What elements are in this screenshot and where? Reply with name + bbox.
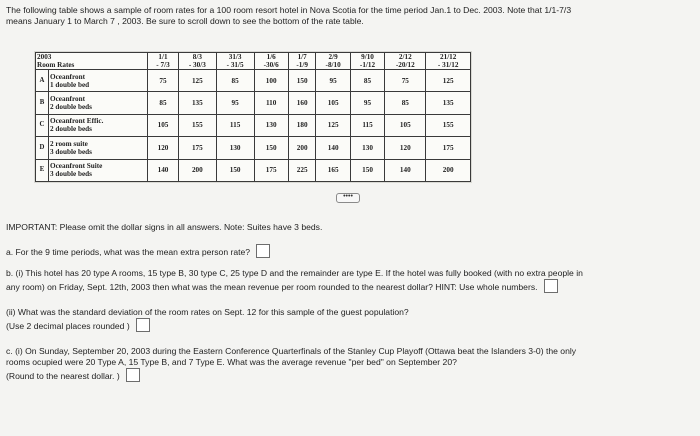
room-code: B (36, 92, 49, 114)
rate-cell: 75 (385, 70, 426, 92)
room-type: Oceanfront Suite 3 double beds (49, 159, 148, 181)
rate-cell: 85 (350, 70, 384, 92)
period-header: 1/6 -30/6 (254, 53, 288, 70)
rate-cell: 150 (216, 159, 254, 181)
rate-cell: 200 (288, 137, 316, 159)
period-header: 31/3 - 31/5 (216, 53, 254, 70)
table-row (36, 114, 471, 136)
rate-cell: 130 (216, 137, 254, 159)
table-row (36, 159, 471, 181)
question-a (6, 244, 696, 258)
period-header: 2/9 -8/10 (316, 53, 350, 70)
rate-cell: 120 (148, 137, 179, 159)
room-rates-label: Room Rates (37, 61, 75, 69)
rate-cell: 150 (254, 137, 288, 159)
period-header: 21/12 - 31/12 (426, 53, 471, 70)
question-b-ii-line-1: (ii) What was the standard deviation of the room rates on Sept. 12 for this sample of the guest population? (6, 307, 409, 317)
rate-cell: 140 (385, 159, 426, 181)
rate-cell: 175 (178, 137, 216, 159)
rate-table-image (35, 52, 471, 182)
table-corner-header (36, 53, 148, 70)
period-header: 2/12 -20/12 (385, 53, 426, 70)
room-type: Oceanfront Effic. 2 double beds (49, 114, 148, 136)
rate-cell: 105 (316, 92, 350, 114)
room-code: C (36, 114, 49, 136)
rate-cell: 225 (288, 159, 316, 181)
rate-cell: 115 (216, 114, 254, 136)
rate-cell: 140 (148, 159, 179, 181)
question-a-text: a. For the 9 time periods, what was the mean extra person rate? (6, 247, 251, 257)
rate-cell: 180 (288, 114, 316, 136)
rate-cell: 130 (350, 137, 384, 159)
room-type: Oceanfront 1 double bed (49, 70, 148, 92)
room-code: E (36, 159, 49, 181)
problem-intro (6, 5, 694, 27)
rate-cell: 85 (148, 92, 179, 114)
expand-ellipsis-button[interactable]: •••• (336, 193, 360, 203)
rate-cell: 110 (254, 92, 288, 114)
question-c-i-line-2: rooms ocupied were 20 Type A, 15 Type B, and 7 Type E. What was the average revenue "per bed" on September 20? (6, 357, 457, 367)
question-b-ii-line-2: (Use 2 decimal places rounded ) (6, 321, 130, 331)
room-code: A (36, 70, 49, 92)
rate-cell: 95 (316, 70, 350, 92)
question-b-i-line-1: b. (i) This hotel has 20 type A rooms, 15 type B, 30 type C, 25 type D and the remainder are type E. If the hotel was fully booked (with no extra people in (6, 268, 583, 278)
rate-cell: 120 (385, 137, 426, 159)
table-row (36, 70, 471, 92)
rate-table (35, 52, 471, 182)
period-header: 1/7 -1/9 (288, 53, 316, 70)
rate-cell: 95 (216, 92, 254, 114)
room-type: Oceanfront 2 double beds (49, 92, 148, 114)
answer-b-ii-input[interactable] (136, 318, 150, 332)
rate-cell: 85 (216, 70, 254, 92)
year-label: 2003 (37, 53, 52, 61)
rate-cell: 175 (426, 137, 471, 159)
room-code: D (36, 137, 49, 159)
rate-cell: 160 (288, 92, 316, 114)
rate-cell: 155 (178, 114, 216, 136)
question-c-i-line-1: c. (i) On Sunday, September 20, 2003 during the Eastern Conference Quarterfinals of the Stanley Cup Playoff (Ottawa beat the Islanders 3-0) the only (6, 346, 577, 356)
rate-cell: 125 (426, 70, 471, 92)
rate-cell: 105 (148, 114, 179, 136)
room-type: 2 room suite 3 double beds (49, 137, 148, 159)
rate-cell: 150 (350, 159, 384, 181)
rate-cell: 175 (254, 159, 288, 181)
table-row (36, 137, 471, 159)
answer-b-i-input[interactable] (544, 279, 558, 293)
intro-line-2: means January 1 to March 7 , 2003. Be sure to scroll down to see the bottom of the rate table. (6, 16, 364, 26)
rate-cell: 200 (178, 159, 216, 181)
table-row (36, 92, 471, 114)
question-b-ii (6, 307, 696, 332)
rate-cell: 135 (426, 92, 471, 114)
rate-cell: 135 (178, 92, 216, 114)
period-header: 8/3 - 30/3 (178, 53, 216, 70)
question-c-i-line-3: (Round to the nearest dollar. ) (6, 371, 120, 381)
period-header: 1/1 - 7/3 (148, 53, 179, 70)
rate-cell: 115 (350, 114, 384, 136)
question-b-i (6, 268, 696, 293)
question-c-i (6, 346, 696, 382)
rate-cell: 125 (316, 114, 350, 136)
rate-cell: 140 (316, 137, 350, 159)
table-header-row (36, 53, 471, 70)
answer-a-input[interactable] (256, 244, 270, 258)
rate-cell: 85 (385, 92, 426, 114)
rate-cell: 100 (254, 70, 288, 92)
question-b-i-line-2: any room) on Friday, Sept. 12th, 2003 then what was the mean revenue per room rounded to the nearest dollar? HINT: Use whole numbers. (6, 282, 538, 292)
rate-cell: 150 (288, 70, 316, 92)
rate-cell: 125 (178, 70, 216, 92)
rate-cell: 200 (426, 159, 471, 181)
rate-cell: 130 (254, 114, 288, 136)
rate-cell: 75 (148, 70, 179, 92)
intro-line-1: The following table shows a sample of room rates for a 100 room resort hotel in Nova Scotia for the time period Jan.1 to Dec. 2003. Note that 1/1-7/3 (6, 5, 572, 15)
rate-cell: 105 (385, 114, 426, 136)
rate-cell: 155 (426, 114, 471, 136)
important-note: IMPORTANT: Please omit the dollar signs in all answers. Note: Suites have 3 beds. (6, 222, 323, 232)
rate-cell: 95 (350, 92, 384, 114)
period-header: 9/10 -1/12 (350, 53, 384, 70)
answer-c-i-input[interactable] (126, 368, 140, 382)
rate-cell: 165 (316, 159, 350, 181)
